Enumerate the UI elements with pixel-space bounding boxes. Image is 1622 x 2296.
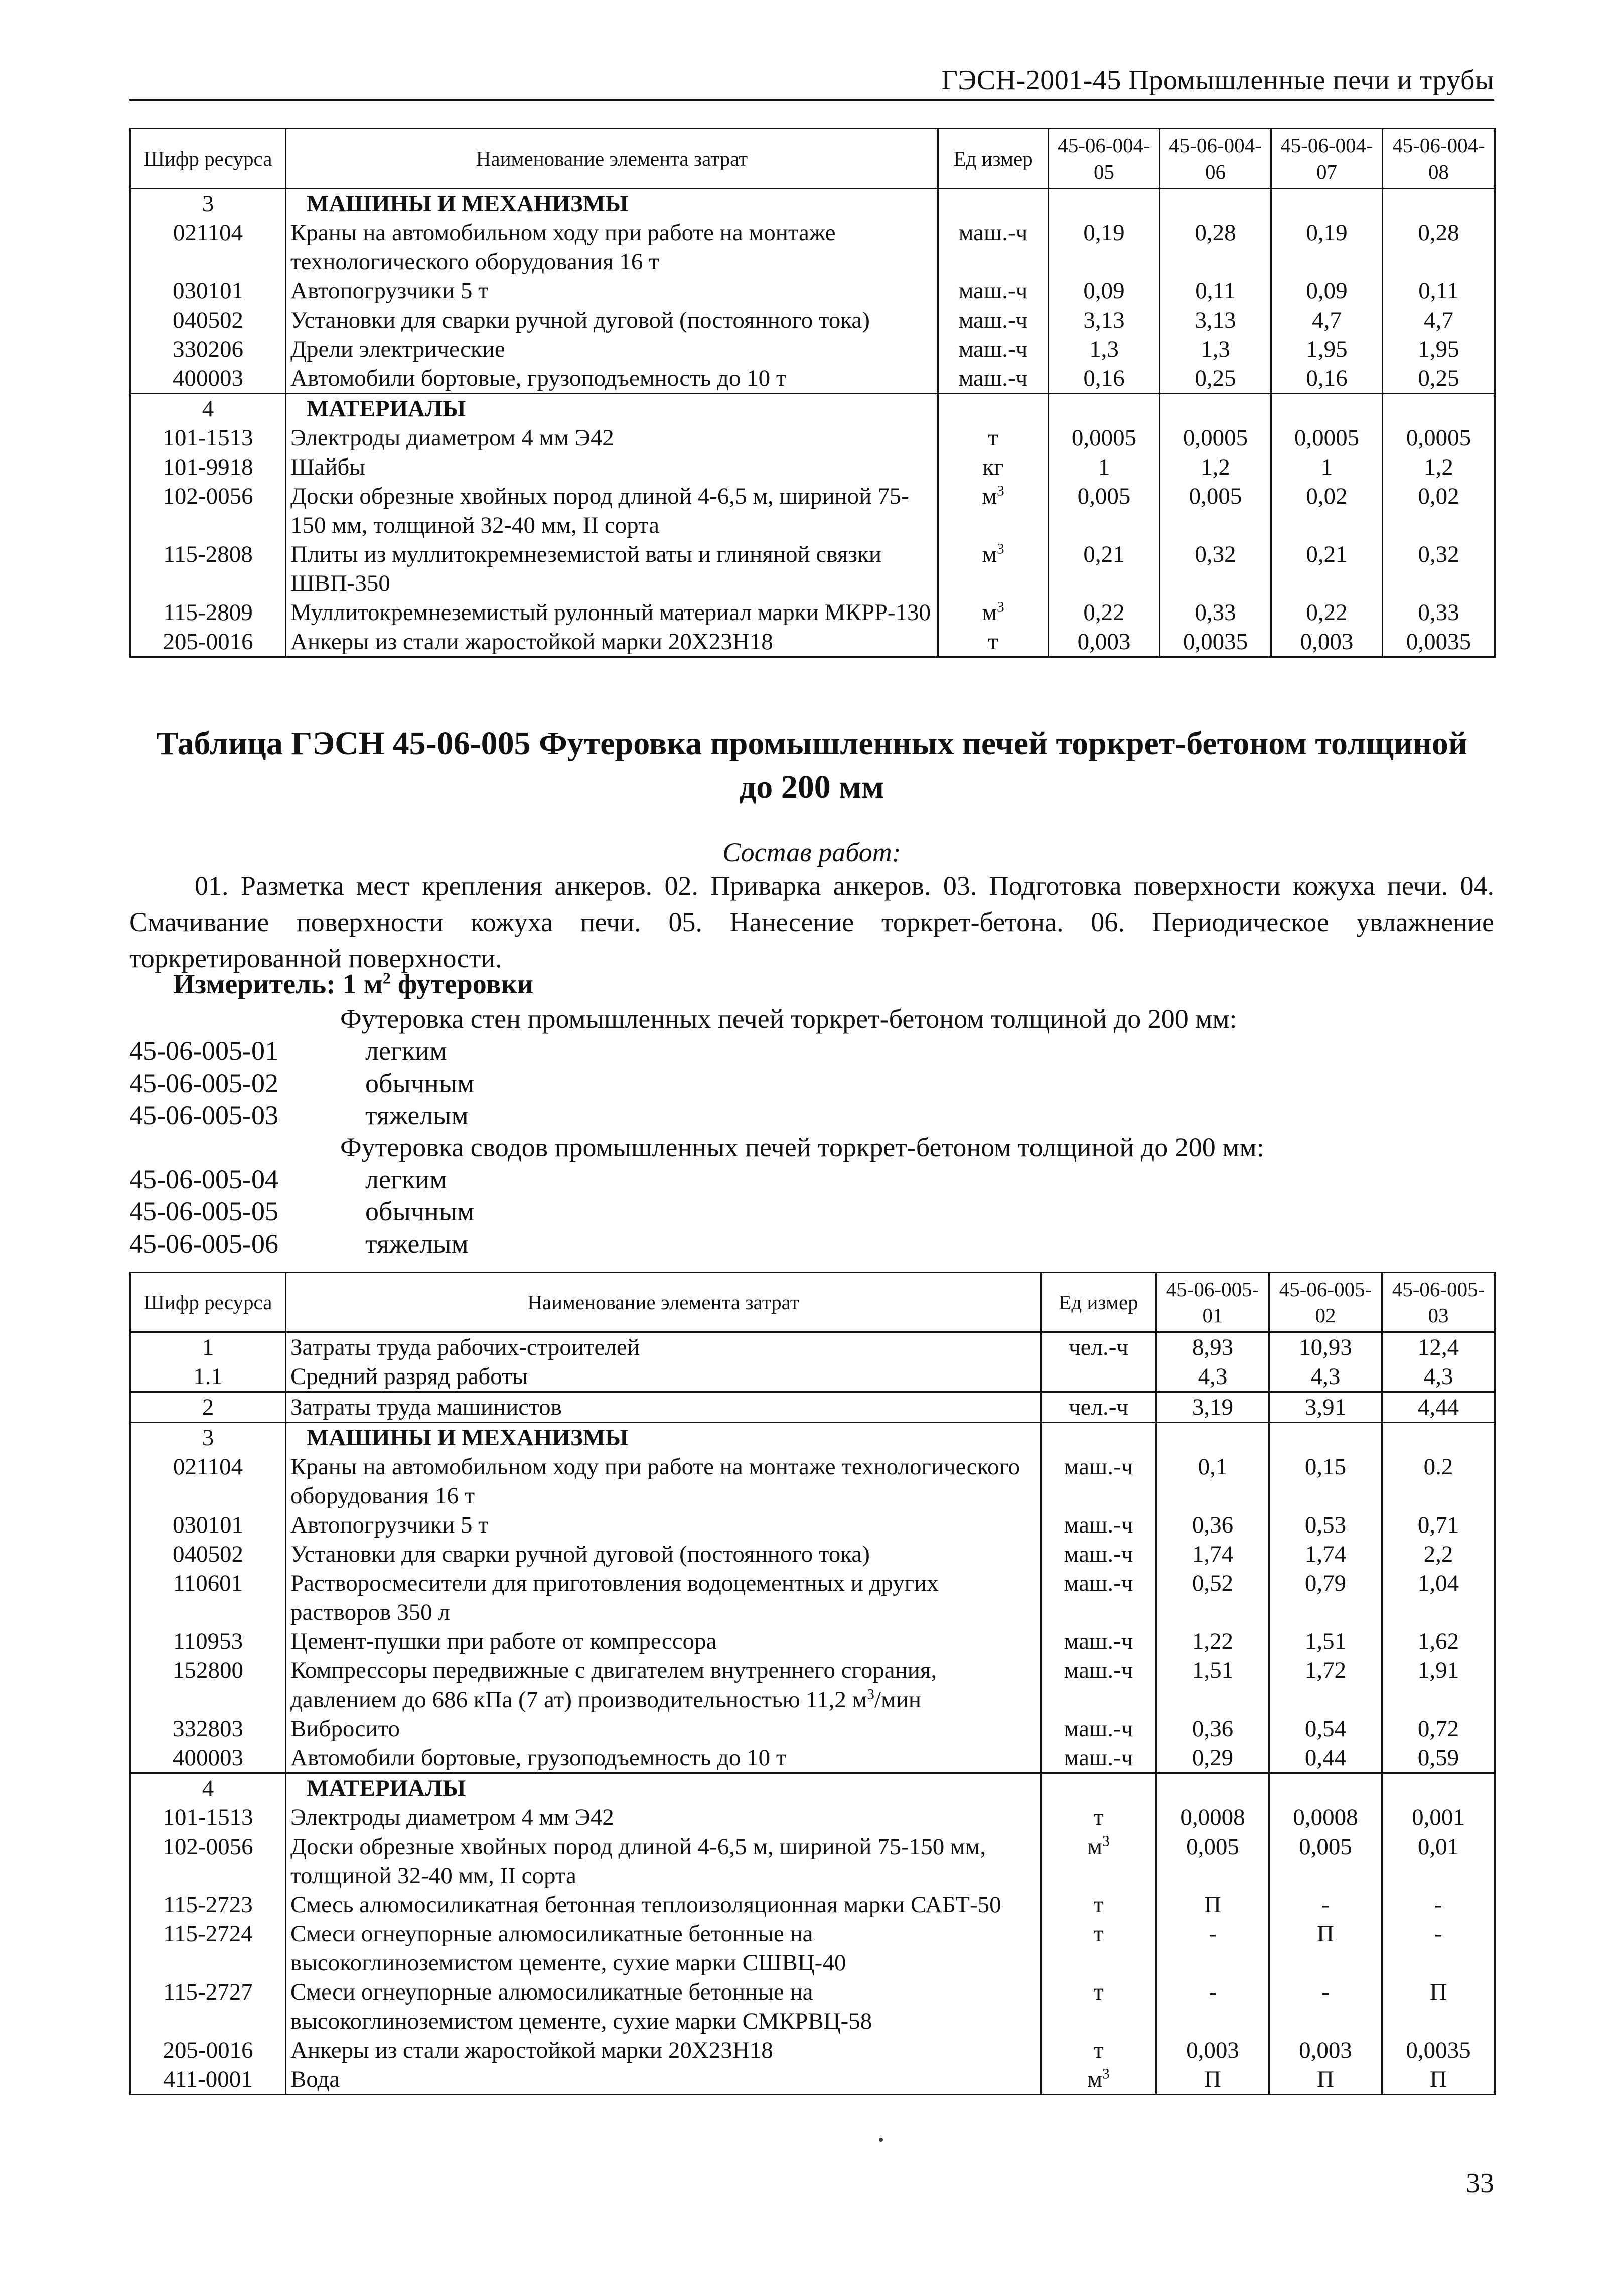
resource-unit: маш.-ч [1041,1569,1156,1627]
resource-unit [1041,1773,1156,1803]
resource-code: 1.1 [130,1362,286,1392]
norm-value: 0,72 [1382,1714,1495,1743]
table-row [130,482,1495,540]
variant-code: 45-06-005-04 [129,1164,278,1194]
section-title: МАШИНЫ И МЕХАНИЗМЫ [286,1423,1041,1453]
table-row [130,218,1495,276]
resource-unit: маш.-ч [1041,1714,1156,1743]
resource-code: 115-2727 [130,1977,286,2036]
works-title: Состав работ: [722,837,901,867]
table-row [130,598,1495,627]
norm-value: 0,16 [1271,364,1383,394]
norm-value: 0,02 [1271,482,1383,540]
resource-unit: т [1041,1919,1156,1977]
table-row [130,1714,1495,1743]
norm-value [1156,1773,1269,1803]
norm-value: П [1269,1919,1382,1977]
table-row [130,423,1495,452]
header-rule [129,99,1494,101]
col-header-code: Шифр ресурса [130,1273,286,1332]
variant-code: 45-06-005-06 [129,1229,278,1259]
norm-value: П [1156,2065,1269,2095]
norm-value: 0,28 [1160,218,1271,276]
meter-line [173,968,533,1000]
norm-value: 0.2 [1382,1452,1495,1510]
norm-value: 4,7 [1383,305,1495,335]
resource-unit: $м^3$ [1041,2065,1156,2095]
norm-value: 0,001 [1382,1803,1495,1832]
resource-table-004 [129,128,1496,658]
resource-name: Дрели электрические [286,335,938,364]
works-description: 01. Разметка мест крепления анкеров. 02. Приварка анкеров. 03. Подготовка поверхности кожуха печи. 04. Смачивание поверхности кожуха печи. 05. Нанесение торкрет-бетона. 06. Периодическое увлажнение торкретированной поверхности. [129,871,1494,973]
norm-value: 1,72 [1269,1656,1382,1714]
table-body [130,1332,1495,2095]
meter-label: Измеритель: [173,969,336,1000]
table-row [130,1510,1495,1540]
norm-value [1271,394,1383,424]
table-row [130,1919,1495,1977]
meter-tail: футеровки [390,969,534,1000]
table-title-line: до 200 мм [739,769,884,805]
resource-code: 4 [130,1773,286,1803]
table-row [130,1540,1495,1569]
norm-value: 3,91 [1269,1392,1382,1423]
variant-name: обычным [365,1068,475,1098]
table-row [130,1452,1495,1510]
resource-unit: $м^3$ [938,598,1049,627]
resource-name: Затраты труда машинистов [286,1392,1041,1423]
resource-name: Краны на автомобильном ходу при работе на монтаже технологического оборудования 16 т [286,218,938,276]
resource-unit: маш.-ч [938,305,1049,335]
norm-value: 3,13 [1049,305,1160,335]
norm-value: 0,36 [1156,1510,1269,1540]
resource-code: 021104 [130,218,286,276]
variant-row [129,1100,832,1131]
norm-value: 0,54 [1269,1714,1382,1743]
resource-code: 3 [130,1423,286,1453]
resource-unit: маш.-ч [1041,1656,1156,1714]
norm-value: 0,71 [1382,1510,1495,1540]
resource-code: 205-0016 [130,2036,286,2065]
norm-value: 0,59 [1382,1743,1495,1773]
norm-value: 0,25 [1160,364,1271,394]
norm-value: 0,11 [1383,276,1495,305]
resource-code: 101-1513 [130,1803,286,1832]
table-row [130,276,1495,305]
variant-name: тяжелым [365,1100,469,1130]
norm-value: 0,11 [1160,276,1271,305]
resource-unit: маш.-ч [1041,1743,1156,1773]
resource-unit: маш.-ч [938,364,1049,394]
section-title: МАТЕРИАЛЫ [286,394,938,424]
norm-value: 0,44 [1269,1743,1382,1773]
section-row [130,394,1495,424]
norm-value: 0,0008 [1269,1803,1382,1832]
resource-name: Затраты труда рабочих-строителей [286,1332,1041,1362]
table-row [130,540,1495,598]
col-header-unit: Ед измер [938,129,1049,189]
norm-value: 0,19 [1271,218,1383,276]
resource-code: 400003 [130,364,286,394]
norm-value [1049,189,1160,219]
resource-code: 400003 [130,1743,286,1773]
resource-name: Доски обрезные хвойных пород длиной 4-6,5 м, шириной 75-150 мм, толщиной 32-40 мм, II сорта [286,1832,1041,1890]
norm-value: 0,005 [1049,482,1160,540]
resource-code: 040502 [130,1540,286,1569]
norm-value: 0,0005 [1160,423,1271,452]
resource-table-005 [129,1272,1496,2095]
resource-name: Электроды диаметром 4 мм Э42 [286,1803,1041,1832]
col-header-variant: 45-06-004-06 [1160,129,1271,189]
resource-unit [938,394,1049,424]
resource-name: Вода [286,2065,1041,2095]
norm-value: 0,1 [1156,1452,1269,1510]
resource-name: Средний разряд работы [286,1362,1041,1392]
norm-value: 4,44 [1382,1392,1495,1423]
norm-value: 0,003 [1049,627,1160,657]
norm-value: 1,74 [1156,1540,1269,1569]
norm-value: П [1269,2065,1382,2095]
table-row [130,305,1495,335]
norm-value: 0,19 [1049,218,1160,276]
resource-unit: т [1041,1890,1156,1919]
resource-code: 115-2809 [130,598,286,627]
table-row [130,1890,1495,1919]
col-header-code: Шифр ресурса [130,129,286,189]
table-row [130,1832,1495,1890]
resource-name: Плиты из муллитокремнеземистой ваты и глиняной связки ШВП-350 [286,540,938,598]
resource-name: Краны на автомобильном ходу при работе на монтаже технологического оборудования 16 т [286,1452,1041,1510]
norm-value: 0,09 [1271,276,1383,305]
resource-name: Смесь алюмосиликатная бетонная теплоизоляционная марки САБТ-50 [286,1890,1041,1919]
norm-value: 1,62 [1382,1627,1495,1656]
variant-row [129,1228,832,1259]
table-row [130,1627,1495,1656]
resource-code: 1 [130,1332,286,1362]
norm-value: 0,0005 [1271,423,1383,452]
table-row [130,627,1495,657]
norm-value [1271,189,1383,219]
norm-value: 0,005 [1156,1832,1269,1890]
section-row [130,1423,1495,1453]
norm-value: - [1382,1919,1495,1977]
resource-unit: маш.-ч [1041,1627,1156,1656]
norm-value: 0,21 [1049,540,1160,598]
resource-code: 102-0056 [130,482,286,540]
resource-code: 205-0016 [130,627,286,657]
norm-value: 2,2 [1382,1540,1495,1569]
page-number: 33 [1466,2168,1494,2199]
norm-value: 0,36 [1156,1714,1269,1743]
resource-code: 4 [130,394,286,424]
variant-group-heading: Футеровка стен промышленных печей торкрет-бетоном толщиной до 200 мм: [340,1004,1237,1034]
scan-dot [879,2138,883,2142]
resource-code: 115-2723 [130,1890,286,1919]
table-row [130,1803,1495,1832]
norm-value: 0,005 [1269,1832,1382,1890]
norm-value: 0,32 [1160,540,1271,598]
norm-value: 1,2 [1383,452,1495,482]
table-title [129,722,1494,809]
variant-name: обычным [365,1196,475,1227]
resource-code: 040502 [130,305,286,335]
resource-name: Муллитокремнеземистый рулонный материал марки МКРР-130 [286,598,938,627]
resource-code: 2 [130,1392,286,1423]
norm-value: 0,0008 [1156,1803,1269,1832]
table-row [130,1332,1495,1362]
norm-value: 1,2 [1160,452,1271,482]
norm-value [1382,1423,1495,1453]
norm-value [1160,394,1271,424]
norm-value: 1,3 [1049,335,1160,364]
table-row [130,452,1495,482]
variant-code: 45-06-005-01 [129,1036,278,1066]
resource-code: 030101 [130,276,286,305]
norm-value: 0,52 [1156,1569,1269,1627]
col-header-name: Наименование элемента затрат [286,1273,1041,1332]
resource-unit: т [938,627,1049,657]
norm-value: 1,95 [1383,335,1495,364]
table-row [130,1362,1495,1392]
col-header-variant: 45-06-005-02 [1269,1273,1382,1332]
resource-code: 3 [130,189,286,219]
norm-value: 3,13 [1160,305,1271,335]
variant-code: 45-06-005-03 [129,1100,278,1130]
resource-code: 110953 [130,1627,286,1656]
col-header-variant: 45-06-004-05 [1049,129,1160,189]
resource-code: 101-9918 [130,452,286,482]
resource-name: Доски обрезные хвойных пород длиной 4-6,5 м, шириной 75-150 мм, толщиной 32-40 мм, II сорта [286,482,938,540]
norm-value: 1,95 [1271,335,1383,364]
section-title: МАТЕРИАЛЫ [286,1773,1041,1803]
resource-unit: маш.-ч [938,335,1049,364]
norm-value: 0,21 [1271,540,1383,598]
resource-name: Автомобили бортовые, грузоподъемность до 10 т [286,1743,1041,1773]
norm-value: 0,005 [1160,482,1271,540]
norm-value: 1,91 [1382,1656,1495,1714]
norm-value [1049,394,1160,424]
norm-value: 1,22 [1156,1627,1269,1656]
section-title: МАШИНЫ И МЕХАНИЗМЫ [286,189,938,219]
table-body [130,189,1495,657]
norm-value: 0,79 [1269,1569,1382,1627]
norm-value: 1,3 [1160,335,1271,364]
resource-unit: т [1041,1803,1156,1832]
norm-value: 0,53 [1269,1510,1382,1540]
variant-group-heading: Футеровка сводов промышленных печей торкрет-бетоном толщиной до 200 мм: [340,1132,1264,1162]
variant-name: легким [365,1164,447,1194]
resource-name: Растворосмесители для приготовления водоцементных и других растворов 350 л [286,1569,1041,1627]
table-row [130,1569,1495,1627]
section-row [130,1773,1495,1803]
norm-value: - [1269,1890,1382,1919]
resource-code: 101-1513 [130,423,286,452]
norm-value: 12,4 [1382,1332,1495,1362]
variant-name: легким [365,1036,447,1066]
resource-code: 115-2724 [130,1919,286,1977]
norm-value: 4,3 [1269,1362,1382,1392]
norm-value [1156,1423,1269,1453]
norm-value [1269,1423,1382,1453]
resource-code: 330206 [130,335,286,364]
norm-value: 0,0035 [1383,627,1495,657]
norm-value: П [1382,1977,1495,2036]
norm-value: 1,51 [1156,1656,1269,1714]
table-row [130,2036,1495,2065]
resource-name: Вибросито [286,1714,1041,1743]
norm-value: 1 [1271,452,1383,482]
norm-value: 0,16 [1049,364,1160,394]
norm-value: 0,0005 [1383,423,1495,452]
resource-unit: маш.-ч [938,218,1049,276]
norm-value: П [1382,2065,1495,2095]
resource-unit: маш.-ч [1041,1540,1156,1569]
variant-row [129,1035,832,1066]
norm-value: 0,003 [1271,627,1383,657]
norm-value: 0,22 [1271,598,1383,627]
resource-name: Анкеры из стали жаростойкой марки 20Х23Н18 [286,627,938,657]
table-row [130,2065,1495,2095]
table-row [130,1392,1495,1423]
variant-row [129,1196,832,1227]
norm-value: 0,01 [1382,1832,1495,1890]
variant-row [129,1164,832,1195]
norm-value: 0,32 [1383,540,1495,598]
resource-unit: т [1041,2036,1156,2065]
norm-value: 0,28 [1383,218,1495,276]
norm-value: 1,74 [1269,1540,1382,1569]
norm-value: 0,0035 [1382,2036,1495,2065]
resource-name: Автомобили бортовые, грузоподъемность до 10 т [286,364,938,394]
resource-unit [938,189,1049,219]
norm-value: 0,003 [1156,2036,1269,2065]
resource-name: Компрессоры передвижные с двигателем внутреннего сгорания, давлением до 686 кПа (7 ат) производительностью 11,2 $м^3$/мин [286,1656,1041,1714]
resource-name: Анкеры из стали жаростойкой марки 20Х23Н18 [286,2036,1041,2065]
resource-unit: маш.-ч [1041,1452,1156,1510]
col-header-variant: 45-06-004-08 [1383,129,1495,189]
norm-value: 0,15 [1269,1452,1382,1510]
table-row [130,364,1495,394]
resource-unit: кг [938,452,1049,482]
running-title: ГЭСН-2001-45 Промышленные печи и трубы [941,65,1494,96]
resource-name: Автопогрузчики 5 т [286,276,938,305]
col-header-variant: 45-06-005-03 [1382,1273,1495,1332]
resource-name: Электроды диаметром 4 мм Э42 [286,423,938,452]
resource-code: 152800 [130,1656,286,1714]
table-header-row [130,1273,1495,1332]
resource-name: Установки для сварки ручной дуговой (постоянного тока) [286,305,938,335]
variant-name: тяжелым [365,1229,469,1259]
norm-value: 4,3 [1156,1362,1269,1392]
norm-value [1383,394,1495,424]
norm-value [1160,189,1271,219]
resource-unit: т [938,423,1049,452]
table-header-row [130,129,1495,189]
section-row [130,189,1495,219]
norm-value: 0,0005 [1049,423,1160,452]
norm-value: 0,0035 [1160,627,1271,657]
col-header-variant: 45-06-005-01 [1156,1273,1269,1332]
norm-value: 0,22 [1049,598,1160,627]
resource-code: 110601 [130,1569,286,1627]
resource-code: 411-0001 [130,2065,286,2095]
resource-code: 332803 [130,1714,286,1743]
meter-value: 1 м [342,969,383,1000]
resource-unit: чел.-ч [1041,1392,1156,1423]
resource-unit: $м^3$ [938,482,1049,540]
resource-name: Цемент-пушки при работе от компрессора [286,1627,1041,1656]
norm-value: 0,29 [1156,1743,1269,1773]
norm-value: 1 [1049,452,1160,482]
table-row [130,1743,1495,1773]
resource-name: Смеси огнеупорные алюмосиликатные бетонные на высокоглиноземистом цементе, сухие марки СМКРВЦ-58 [286,1977,1041,2036]
resource-unit: $м^3$ [1041,1832,1156,1890]
norm-value [1383,189,1495,219]
norm-value: - [1156,1977,1269,2036]
resource-code: 115-2808 [130,540,286,598]
resource-unit: т [1041,1977,1156,2036]
resource-name: Смеси огнеупорные алюмосиликатные бетонные на высокоглиноземистом цементе, сухие марки СШВЦ-40 [286,1919,1041,1977]
norm-value: - [1269,1977,1382,2036]
resource-code: 030101 [130,1510,286,1540]
resource-unit [1041,1362,1156,1392]
col-header-unit: Ед измер [1041,1273,1156,1332]
norm-value: 0,25 [1383,364,1495,394]
norm-value: П [1156,1890,1269,1919]
norm-value: - [1156,1919,1269,1977]
resource-unit: чел.-ч [1041,1332,1156,1362]
norm-value: 1,04 [1382,1569,1495,1627]
resource-code: 102-0056 [130,1832,286,1890]
resource-unit [1041,1423,1156,1453]
norm-value: 1,51 [1269,1627,1382,1656]
resource-unit: $м^3$ [938,540,1049,598]
resource-name: Шайбы [286,452,938,482]
norm-value: 4,7 [1271,305,1383,335]
table-row [130,335,1495,364]
norm-value: 0,09 [1049,276,1160,305]
norm-value [1269,1773,1382,1803]
variant-code: 45-06-005-05 [129,1196,278,1227]
resource-name: Автопогрузчики 5 т [286,1510,1041,1540]
resource-unit: маш.-ч [1041,1510,1156,1540]
table-row [130,1977,1495,2036]
meter-exponent: 2 [382,969,391,987]
norm-value: 0,33 [1160,598,1271,627]
norm-value: 3,19 [1156,1392,1269,1423]
norm-value: 0,003 [1269,2036,1382,2065]
norm-value: 0,02 [1383,482,1495,540]
resource-name: Установки для сварки ручной дуговой (постоянного тока) [286,1540,1041,1569]
norm-value: 10,93 [1269,1332,1382,1362]
norm-value: 0,33 [1383,598,1495,627]
variant-code: 45-06-005-02 [129,1068,278,1098]
table-row [130,1656,1495,1714]
col-header-name: Наименование элемента затрат [286,129,938,189]
norm-value [1382,1773,1495,1803]
norm-value: - [1382,1890,1495,1919]
norm-value: 4,3 [1382,1362,1495,1392]
table-title-line: Таблица ГЭСН 45-06-005 Футеровка промышленных печей торкрет-бетоном толщиной [156,725,1467,762]
resource-unit: маш.-ч [938,276,1049,305]
variant-row [129,1067,832,1099]
norm-value: 8,93 [1156,1332,1269,1362]
resource-code: 021104 [130,1452,286,1510]
col-header-variant: 45-06-004-07 [1271,129,1383,189]
